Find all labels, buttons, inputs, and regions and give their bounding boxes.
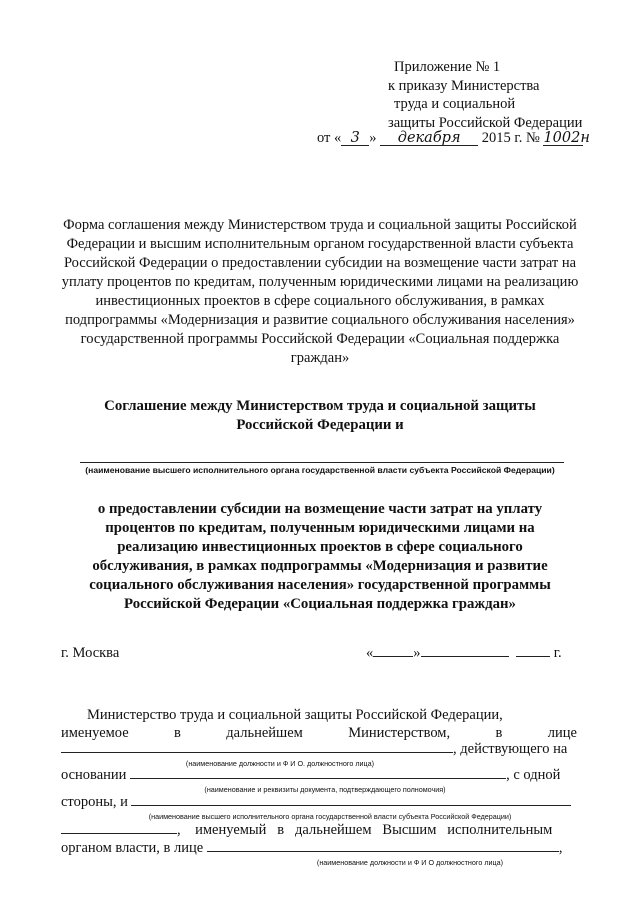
body-word-v2: в (495, 725, 503, 741)
form-title: Форма соглашения между Министерством труда и социальной защиты Российской Федерации и высшим исполнительным органом государственной власти субъекта Российской Федерации о предоставлении субсидии на возмещение части затрат на уплату процентов по кредитам, полученным юридическими лицами на реализацию инвестиционных проектов в сфере социального обслуживания, в рамках подпрограммы «Модернизация и развитие социального обслуживания населения» государственной программы Российской Федерации «Социальная поддержка граждан» (61, 217, 579, 366)
date-year-blank (516, 656, 550, 657)
body-line5-start: стороны, и (61, 794, 128, 810)
year-and-number-label: 2015 г. № (481, 130, 540, 146)
official-name-note: (наименование должности и Ф И О. должностного лица) (185, 759, 375, 768)
official-name-blank (61, 752, 453, 753)
place-of-signing: г. Москва (61, 645, 120, 661)
body-word-v: в (174, 725, 181, 741)
appendix-order-ref: к приказу Министерства (388, 77, 540, 94)
date-year-suffix: г. (553, 645, 562, 661)
body-line3-end: , действующего на (453, 741, 568, 757)
body-word-ministerstvom: Министерством, (348, 725, 451, 741)
body-line6-end: , именуемый в дальнейшем Высшим исполнительным (177, 822, 553, 838)
date-day-blank (373, 656, 413, 657)
agreement-subject: о предоставлении субсидии на возмещение части затрат на уплату процентов по кредитам, полученным юридическими лицами на реализацию инвестиционных проектов в сфере социального обслуживания, в рамках подпрограммы «Модернизация и развитие социального обслуживания населения» государственной программы Российской Федерации «Социальная поддержка граждан» (89, 501, 551, 612)
date-close-quote: » (413, 645, 421, 661)
date-open-quote: « (366, 645, 374, 661)
region-body-note: (наименование высшего исполнительного органа государственной власти субъекта Российской Федерации) (85, 465, 555, 475)
official-name-note-2: (наименование должности и Ф И О должностного лица) (316, 858, 504, 867)
handwritten-order-number: 1002н (543, 130, 590, 146)
official-name-blank-2 (207, 851, 559, 852)
handwritten-month: декабря (380, 131, 478, 146)
region-body-blank-3 (61, 833, 177, 834)
body-word-dalneishem: дальнейшем (226, 725, 303, 741)
body-word-imenuemoe: именуемое (61, 725, 129, 741)
body-line2 (61, 725, 577, 742)
body-line1: Министерство труда и социальной защиты Российской Федерации, (87, 707, 503, 723)
handwritten-day: 3 (341, 131, 369, 146)
appendix-header (388, 58, 582, 132)
body-line7-start: органом власти, в лице (61, 840, 204, 856)
signing-date-template (366, 645, 562, 662)
body-line4 (61, 767, 560, 784)
region-body-blank-2 (131, 805, 571, 806)
region-body-blank-line (80, 462, 564, 463)
document-note: (наименование и реквизиты документа, подтверждающего полномочия) (204, 785, 446, 794)
body-line6 (61, 822, 577, 839)
body-word-litse: лице (547, 725, 577, 741)
appendix-ministry-line2: защиты Российской Федерации (388, 114, 583, 131)
body-line4-end: , с одной (506, 767, 561, 783)
date-month-blank (421, 656, 509, 657)
body-line3 (61, 741, 567, 758)
date-prefix: от « (317, 130, 342, 146)
appendix-number: Приложение № 1 (394, 59, 501, 75)
body-line7 (61, 840, 562, 857)
body-line4-start: основании (61, 767, 127, 783)
body-line5 (61, 794, 571, 811)
agreement-title-line2: Российской Федерации и (236, 417, 404, 433)
appendix-date-line (317, 130, 590, 147)
appendix-ministry-line: труда и социальной (394, 96, 516, 112)
region-body-note-2: (наименование высшего исполнительного органа государственной власти субъекта Российской Федерации) (148, 812, 512, 821)
agreement-title (70, 397, 570, 435)
body-line7-end: , (558, 840, 563, 856)
document-blank (130, 778, 506, 779)
date-mid: » (369, 130, 377, 146)
agreement-title-line1: Соглашение между Министерством труда и социальной защиты (104, 398, 536, 414)
